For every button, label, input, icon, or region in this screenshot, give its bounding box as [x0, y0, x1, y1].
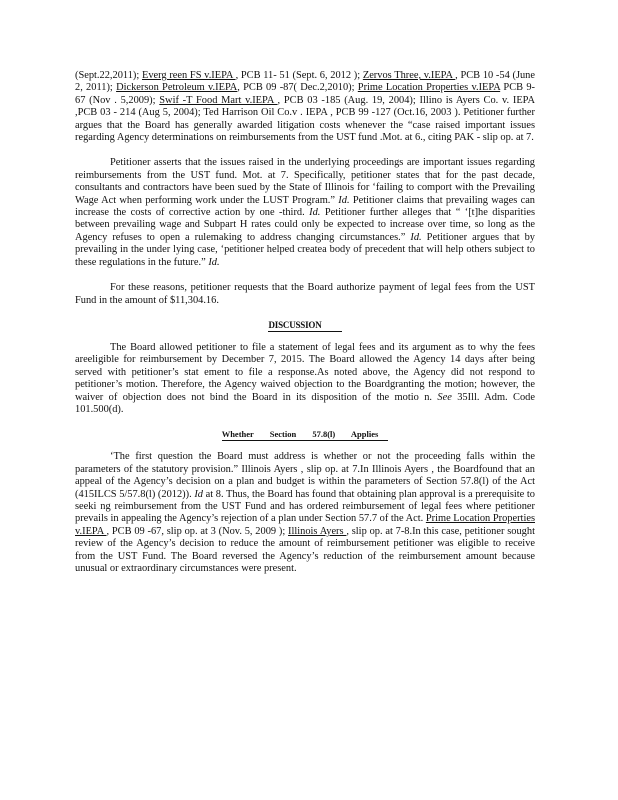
- paragraph-petitioner-asserts: [75, 157, 535, 269]
- subheading-text: Whether Section 57.8(l) Applies: [222, 429, 389, 441]
- id-citation: Id.: [309, 207, 321, 219]
- paragraph-discussion: [75, 342, 535, 416]
- see-signal: See: [437, 391, 452, 403]
- case-citation: Prime Location Properties v.IEPA: [75, 513, 535, 537]
- text-run: , PCB 11- 51 (Sept. 6, 2012 );: [235, 70, 363, 81]
- id-citation: Id.: [410, 231, 422, 243]
- text-run: The Board allowed petitioner to file a statement of legal fees and its argument as to why the fees areeligible for reimbursement by December 7, 2015. The Board allowed the Agency 14 days after being served with petitioner’s stat ement to file a response.As noted above, the Agency did not respond to petitioner’s motion. Therefore, the Agency waived objection to the Boardgranting the motion; however, the waiver of objection does not bind the Board in its disposition of the motio n.: [75, 341, 535, 403]
- id-citation: Id.: [338, 194, 350, 206]
- heading-text: DISCUSSION: [268, 320, 341, 332]
- id-citation: Id.: [208, 256, 220, 268]
- text-run: PCB 9-67 (Nov . 5,2009);: [75, 82, 535, 106]
- case-citation: Illinois Ayers: [288, 525, 347, 537]
- text-run: 35Ill. Adm. Code 101.500(d).: [75, 391, 535, 415]
- text-run: , PCB 10 -54 (June 2, 2011);: [75, 70, 535, 94]
- case-citation: Prime Location Properties v.IEPA: [357, 82, 501, 94]
- case-citation: Swif -T Food Mart v.IEPA: [159, 94, 278, 106]
- paragraph-precedents: [75, 70, 535, 144]
- text-run: , PCB 03 -185 (Aug. 19, 2004); Illino is Ayers Co. v. IEPA ,PCB 03 - 214 (Aug 5, 2004); Ted Harrison Oil Co.v . IEPA , PCB 99 -127 (Oct.16, 2003 ). Petitioner further argues that the Board has generally awarded litigation costs whenever the “case raised important issues regarding Agency determinations on reimbursements from the UST fund .Mot. at 6., citing PAK - slip op. at 7.: [75, 94, 535, 144]
- text-run: Petitioner further alleges that “ ‘[t]he disparities between prevailing wage and Subpart H rates could only be expected to increase over time, so long as the Agency refuses to open a rulemaking to address changing circumstances.”: [75, 207, 535, 243]
- document-page: [75, 70, 535, 588]
- text-run: at 8. Thus, the Board has found that obtaining plan approval is a prerequisite to seeki ng reimbursement from the UST Fund and has ordered reimbursement of legal fees where petitioner prevails in appealing the Agency’s rejection of a plan under Section 57.7 of the Act.: [75, 488, 535, 525]
- case-citation: Zervos Three, v.IEPA: [362, 70, 456, 81]
- text-run: Petitioner asserts that the issues raised in the underlying proceedings are important issues regarding reimbursements from the UST fund. Mot. at 7. Specifically, petitioner states that for the past decade, consultants and contractors have been sued by the State of Illinois for ‘failing to comport with the Prevailing Wage Act when performing work under the LUST Program.”: [75, 157, 535, 206]
- text-run: (Sept.22,2011);: [75, 70, 142, 81]
- case-citation: Everg reen FS v.IEPA: [141, 70, 236, 81]
- section-subheading: [75, 429, 535, 439]
- discussion-heading: [75, 320, 535, 330]
- text-run: Petitioner claims that prevailing wages can increase the costs of corrective action by one -third.: [75, 194, 535, 219]
- text-run: , PCB 09 -67, slip op. at 3 (Nov. 5, 2009 );: [106, 525, 289, 537]
- paragraph-request: For these reasons, petitioner requests that the Board authorize payment of legal fees from the UST Fund in the amount of $11,304.16.: [75, 282, 535, 306]
- case-citation: Dickerson Petroleum v.IEPA: [116, 82, 238, 94]
- text-run: , PCB 09 -87( Dec.2,2010);: [237, 82, 358, 94]
- id-citation: Id: [194, 488, 203, 500]
- paragraph-first-question: [75, 451, 535, 575]
- text-run: Petitioner argues that by prevailing in the under lying case, ‘petitioner helped createa body of precedent that will help others subject to these regulations in the future.”: [75, 231, 535, 268]
- text-run: , slip op. at 7-8.In this case, petitioner sought review of the Agency’s decision to reduce the amount of reimbursement petitioner was eligible to receive from the UST Fund. The Board reversed the Agency’s reduction of the reimbursement amount because unusual or extraordinary circumstances were present.: [75, 525, 535, 574]
- text-run: ‘The first question the Board must address is whether or not the proceeding falls within the parameters of the statutory provision.” Illinois Ayers , slip op. at 7.In Illinois Ayers , the Boardfound that an appeal of the Agency’s decision on a plan and budget is within the parameters of Section 57.8(l) of the Act (415ILCS 5/57.8(l) (2012)).: [75, 451, 535, 500]
